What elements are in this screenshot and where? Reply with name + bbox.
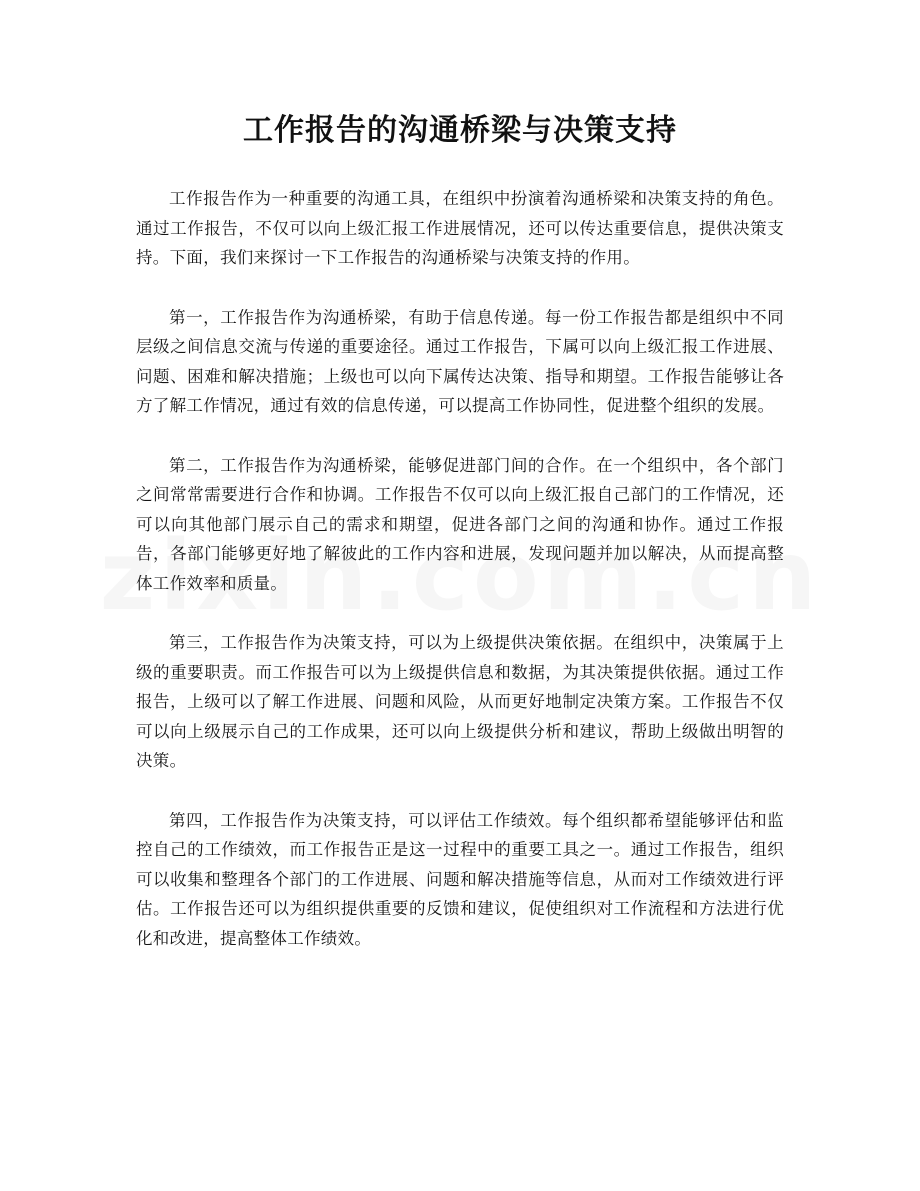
paragraph-fourth: 第四，工作报告作为决策支持，可以评估工作绩效。每个组织都希望能够评估和监控自己的工作绩效，而工作报告正是这一过程中的重要工具之一。通过工作报告，组织可以收集和整理各个部门的工作进展、问题和解决措施等信息，从而对工作绩效进行评估。工作报告还可以为组织提供重要的反馈和建议，促使组织对工作流程和方法进行优化和改进，提高整体工作绩效。 — [136, 810, 784, 948]
document-body — [136, 184, 784, 983]
document-title: 工作报告的沟通桥梁与决策支持 — [243, 113, 677, 148]
paragraph-second: 第二，工作报告作为沟通桥梁，能够促进部门间的合作。在一个组织中，各个部门之间常常需要进行合作和协调。工作报告不仅可以向上级汇报自己部门的工作情况，还可以向其他部门展示自己的需求和期望，促进各部门之间的沟通和协作。通过工作报告，各部门能够更好地了解彼此的工作内容和进展，发现问题并加以解决，从而提高整体工作效率和质量。 — [136, 455, 784, 593]
paragraph-intro: 工作报告作为一种重要的沟通工具，在组织中扮演着沟通桥梁和决策支持的角色。通过工作报告，不仅可以向上级汇报工作进展情况，还可以传达重要信息，提供决策支持。下面，我们来探讨一下工作报告的沟通桥梁与决策支持的作用。 — [136, 189, 784, 267]
paragraph-third: 第三，工作报告作为决策支持，可以为上级提供决策依据。在组织中，决策属于上级的重要职责。而工作报告可以为上级提供信息和数据，为其决策提供依据。通过工作报告，上级可以了解工作进展、问题和风险，从而更好地制定决策方案。工作报告不仅可以向上级展示自己的工作成果，还可以向上级提供分析和建议，帮助上级做出明智的决策。 — [136, 633, 784, 770]
paragraph-first: 第一，工作报告作为沟通桥梁，有助于信息传递。每一份工作报告都是组织中不同层级之间信息交流与传递的重要途径。通过工作报告，下属可以向上级汇报工作进展、问题、困难和解决措施；上级也可以向下属传达决策、指导和期望。工作报告能够让各方了解工作情况，通过有效的信息传递，可以提高工作协同性，促进整个组织的发展。 — [136, 307, 784, 415]
